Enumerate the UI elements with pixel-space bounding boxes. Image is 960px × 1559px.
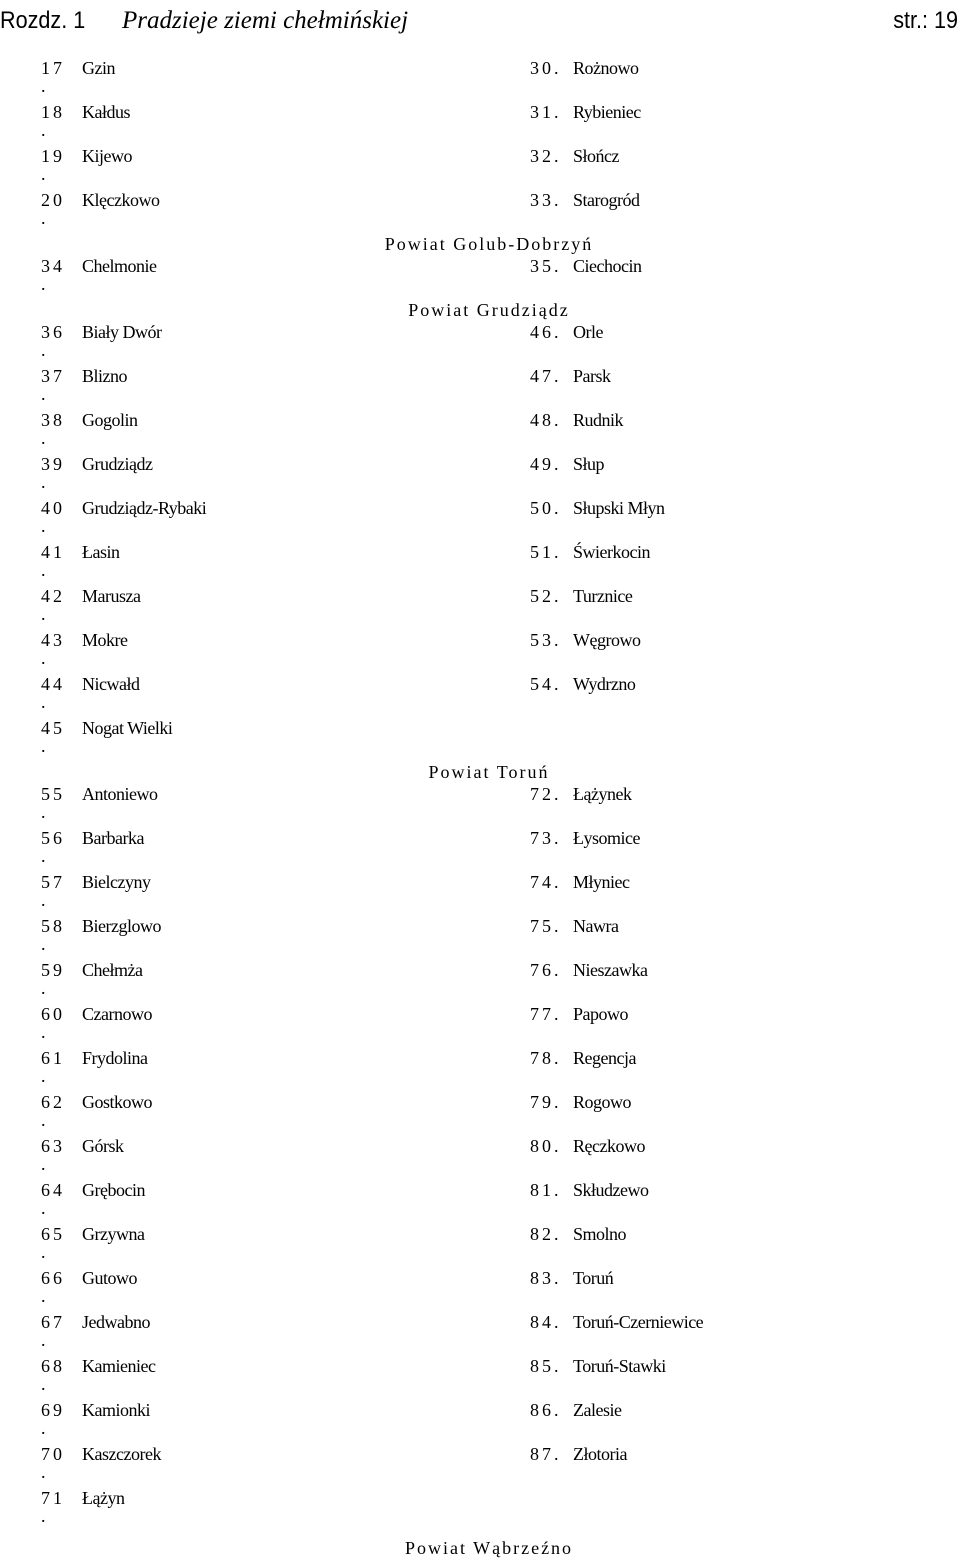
dot-line [0, 384, 960, 409]
dot-line [0, 120, 960, 145]
right-name: Regencja [573, 1048, 636, 1068]
left-name: Łasin [82, 542, 120, 562]
right-name: Smolno [573, 1224, 627, 1244]
left-number: 63 [41, 1136, 65, 1156]
right-number: 50. [530, 498, 562, 518]
right-number: 33. [530, 190, 562, 210]
dot-line [0, 1506, 960, 1531]
dot-line [0, 274, 960, 299]
dot-line [0, 560, 960, 585]
left-name: Kałdus [82, 102, 130, 122]
dot-line [0, 1330, 960, 1355]
left-name: Łążyn [82, 1488, 125, 1508]
list-row [0, 101, 960, 123]
list-row [0, 321, 960, 343]
right-name: Słupski Młyn [573, 498, 665, 518]
right-number: 83. [530, 1268, 562, 1288]
right-name: Ciechocin [573, 256, 642, 276]
chapter-title: Pradzieje ziemi chełmińskiej [122, 7, 409, 34]
right-number: 85. [530, 1356, 562, 1376]
dot-line [0, 164, 960, 189]
right-name: Nieszawka [573, 960, 648, 980]
list-row [0, 629, 960, 651]
number-dot: . [41, 428, 46, 448]
section-heading: Powiat Grudziądz [408, 300, 570, 320]
right-number: 48. [530, 410, 562, 430]
right-number: 46. [530, 322, 562, 342]
list-row [0, 1223, 960, 1245]
list-row [0, 1091, 960, 1113]
right-number: 73. [530, 828, 562, 848]
list-row [0, 717, 960, 739]
number-dot: . [41, 76, 46, 96]
list-row [0, 915, 960, 937]
left-number: 71 [41, 1488, 65, 1508]
right-name: Węgrowo [573, 630, 641, 650]
dot-line [0, 934, 960, 959]
left-name: Nogat Wielki [82, 718, 173, 738]
number-dot: . [41, 1330, 46, 1350]
left-name: Blizno [82, 366, 127, 386]
dot-line [0, 1110, 960, 1135]
list-row [0, 959, 960, 981]
number-dot: . [41, 1374, 46, 1394]
right-number: 31. [530, 102, 562, 122]
list-row [0, 409, 960, 431]
right-number: 51. [530, 542, 562, 562]
left-name: Gzin [82, 58, 115, 78]
right-name: Łysomice [573, 828, 640, 848]
left-number: 44 [41, 674, 65, 694]
right-name: Starogród [573, 190, 640, 210]
list-row [0, 57, 960, 79]
left-name: Górsk [82, 1136, 124, 1156]
list-row [0, 145, 960, 167]
left-name: Kijewo [82, 146, 132, 166]
number-dot: . [41, 648, 46, 668]
right-number: 77. [530, 1004, 562, 1024]
page-header [0, 4, 958, 38]
right-name: Toruń-Stawki [573, 1356, 666, 1376]
number-dot: . [41, 516, 46, 536]
left-number: 18 [41, 102, 65, 122]
right-number: 35. [530, 256, 562, 276]
number-dot: . [41, 692, 46, 712]
number-dot: . [41, 978, 46, 998]
list-row [0, 1003, 960, 1025]
dot-line [0, 1286, 960, 1311]
list-row [0, 1135, 960, 1157]
list-row [0, 541, 960, 563]
right-name: Parsk [573, 366, 611, 386]
left-name: Bierzglowo [82, 916, 161, 936]
left-number: 39 [41, 454, 65, 474]
left-number: 65 [41, 1224, 65, 1244]
dot-line [0, 890, 960, 915]
number-dot: . [41, 1462, 46, 1482]
left-name: Barbarka [82, 828, 144, 848]
left-name: Bielczyny [82, 872, 151, 892]
dot-line [0, 802, 960, 827]
left-name: Jedwabno [82, 1312, 150, 1332]
chapter-label: Rozdz. 1 [0, 7, 86, 34]
right-name: Rogowo [573, 1092, 632, 1112]
right-name: Rybieniec [573, 102, 641, 122]
left-name: Chelmonie [82, 256, 157, 276]
right-number: 80. [530, 1136, 562, 1156]
left-number: 56 [41, 828, 65, 848]
dot-line [0, 1198, 960, 1223]
dot-line [0, 516, 960, 541]
left-name: Grębocin [82, 1180, 145, 1200]
list-row [0, 827, 960, 849]
left-name: Kamionki [82, 1400, 150, 1420]
left-number: 38 [41, 410, 65, 430]
section-heading: Powiat Toruń [428, 762, 550, 782]
number-dot: . [41, 384, 46, 404]
left-name: Kamieniec [82, 1356, 156, 1376]
left-name: Nicwałd [82, 674, 140, 694]
right-name: Rożnowo [573, 58, 639, 78]
number-dot: . [41, 1418, 46, 1438]
number-dot: . [41, 1506, 46, 1526]
right-number: 82. [530, 1224, 562, 1244]
number-dot: . [41, 1066, 46, 1086]
list-row [0, 1267, 960, 1289]
left-number: 41 [41, 542, 65, 562]
number-dot: . [41, 1286, 46, 1306]
number-dot: . [41, 890, 46, 910]
dot-line [0, 692, 960, 717]
right-number: 76. [530, 960, 562, 980]
list-row [0, 365, 960, 387]
number-dot: . [41, 340, 46, 360]
number-dot: . [41, 274, 46, 294]
right-number: 81. [530, 1180, 562, 1200]
left-number: 43 [41, 630, 65, 650]
right-name: Łążynek [573, 784, 632, 804]
right-name: Rudnik [573, 410, 624, 430]
dot-line [0, 472, 960, 497]
list-row [0, 497, 960, 519]
number-dot: . [41, 1242, 46, 1262]
left-number: 60 [41, 1004, 65, 1024]
left-name: Kaszczorek [82, 1444, 161, 1464]
dot-line [0, 1066, 960, 1091]
right-number: 79. [530, 1092, 562, 1112]
number-dot: . [41, 934, 46, 954]
list-row [0, 1311, 960, 1333]
dot-line [0, 1242, 960, 1267]
left-number: 67 [41, 1312, 65, 1332]
number-dot: . [41, 208, 46, 228]
left-name: Mokre [82, 630, 128, 650]
number-dot: . [41, 1022, 46, 1042]
dot-line [0, 1418, 960, 1443]
left-number: 34 [41, 256, 65, 276]
section-heading: Powiat Wąbrzeźno [404, 1538, 574, 1558]
left-name: Biały Dwór [82, 322, 162, 342]
page-number: str.: 19 [893, 7, 958, 34]
left-number: 68 [41, 1356, 65, 1376]
right-number: 30. [530, 58, 562, 78]
left-name: Gogolin [82, 410, 138, 430]
right-name: Toruń-Czerniewice [573, 1312, 704, 1332]
left-name: Gutowo [82, 1268, 137, 1288]
dot-line [0, 648, 960, 673]
dot-line [0, 340, 960, 365]
list-row [0, 1179, 960, 1201]
right-name: Toruń [573, 1268, 614, 1288]
number-dot: . [41, 472, 46, 492]
right-name: Ręczkowo [573, 1136, 645, 1156]
section-heading: Powiat Golub-Dobrzyń [384, 234, 594, 254]
site-list [0, 57, 960, 1559]
left-name: Klęczkowo [82, 190, 160, 210]
number-dot: . [41, 1154, 46, 1174]
right-number: 78. [530, 1048, 562, 1068]
left-number: 19 [41, 146, 65, 166]
left-name: Frydolina [82, 1048, 148, 1068]
dot-line [0, 736, 960, 761]
right-number: 32. [530, 146, 562, 166]
left-name: Grudziądz [82, 454, 153, 474]
dot-line [0, 846, 960, 871]
right-number: 52. [530, 586, 562, 606]
right-name: Turznice [573, 586, 633, 606]
right-name: Skłudzewo [573, 1180, 649, 1200]
right-name: Świerkocin [573, 542, 650, 562]
left-name: Gostkowo [82, 1092, 153, 1112]
right-number: 53. [530, 630, 562, 650]
number-dot: . [41, 1198, 46, 1218]
list-row [0, 453, 960, 475]
left-name: Grudziądz-Rybaki [82, 498, 207, 518]
left-number: 55 [41, 784, 65, 804]
left-number: 69 [41, 1400, 65, 1420]
right-number: 84. [530, 1312, 562, 1332]
list-row [0, 1443, 960, 1465]
right-number: 74. [530, 872, 562, 892]
number-dot: . [41, 802, 46, 822]
left-number: 62 [41, 1092, 65, 1112]
number-dot: . [41, 1110, 46, 1130]
list-row [0, 585, 960, 607]
left-number: 70 [41, 1444, 65, 1464]
dot-line [0, 76, 960, 101]
right-number: 72. [530, 784, 562, 804]
dot-line [0, 1462, 960, 1487]
left-number: 61 [41, 1048, 65, 1068]
right-number: 75. [530, 916, 562, 936]
right-name: Orle [573, 322, 603, 342]
right-name: Słończ [573, 146, 619, 166]
list-row [0, 189, 960, 211]
number-dot: . [41, 120, 46, 140]
number-dot: . [41, 736, 46, 756]
dot-line [0, 978, 960, 1003]
dot-line [0, 428, 960, 453]
right-name: Słup [573, 454, 605, 474]
right-name: Złotoria [573, 1444, 627, 1464]
list-row [0, 871, 960, 893]
left-number: 45 [41, 718, 65, 738]
left-name: Antoniewo [82, 784, 158, 804]
right-number: 86. [530, 1400, 562, 1420]
dot-line [0, 1374, 960, 1399]
list-row [0, 1399, 960, 1421]
left-number: 64 [41, 1180, 65, 1200]
list-row [0, 673, 960, 695]
dot-line [0, 208, 960, 233]
left-number: 66 [41, 1268, 65, 1288]
left-name: Grzywna [82, 1224, 145, 1244]
list-row [0, 783, 960, 805]
left-number: 17 [41, 58, 65, 78]
number-dot: . [41, 164, 46, 184]
dot-line [0, 604, 960, 629]
dot-line [0, 1022, 960, 1047]
right-number: 49. [530, 454, 562, 474]
left-number: 42 [41, 586, 65, 606]
left-number: 58 [41, 916, 65, 936]
list-row [0, 1487, 960, 1509]
number-dot: . [41, 846, 46, 866]
list-row [0, 1355, 960, 1377]
right-number: 54. [530, 674, 562, 694]
left-number: 59 [41, 960, 65, 980]
left-name: Marusza [82, 586, 141, 606]
list-row [0, 255, 960, 277]
list-row [0, 1047, 960, 1069]
dot-line [0, 1154, 960, 1179]
right-name: Zalesie [573, 1400, 622, 1420]
left-name: Czarnowo [82, 1004, 152, 1024]
right-name: Papowo [573, 1004, 628, 1024]
right-number: 47. [530, 366, 562, 386]
left-number: 57 [41, 872, 65, 892]
left-number: 20 [41, 190, 65, 210]
number-dot: . [41, 604, 46, 624]
left-number: 36 [41, 322, 65, 342]
left-name: Chełmża [82, 960, 143, 980]
right-name: Wydrzno [573, 674, 636, 694]
right-name: Młyniec [573, 872, 630, 892]
right-number: 87. [530, 1444, 562, 1464]
left-number: 40 [41, 498, 65, 518]
left-number: 37 [41, 366, 65, 386]
number-dot: . [41, 560, 46, 580]
right-name: Nawra [573, 916, 619, 936]
